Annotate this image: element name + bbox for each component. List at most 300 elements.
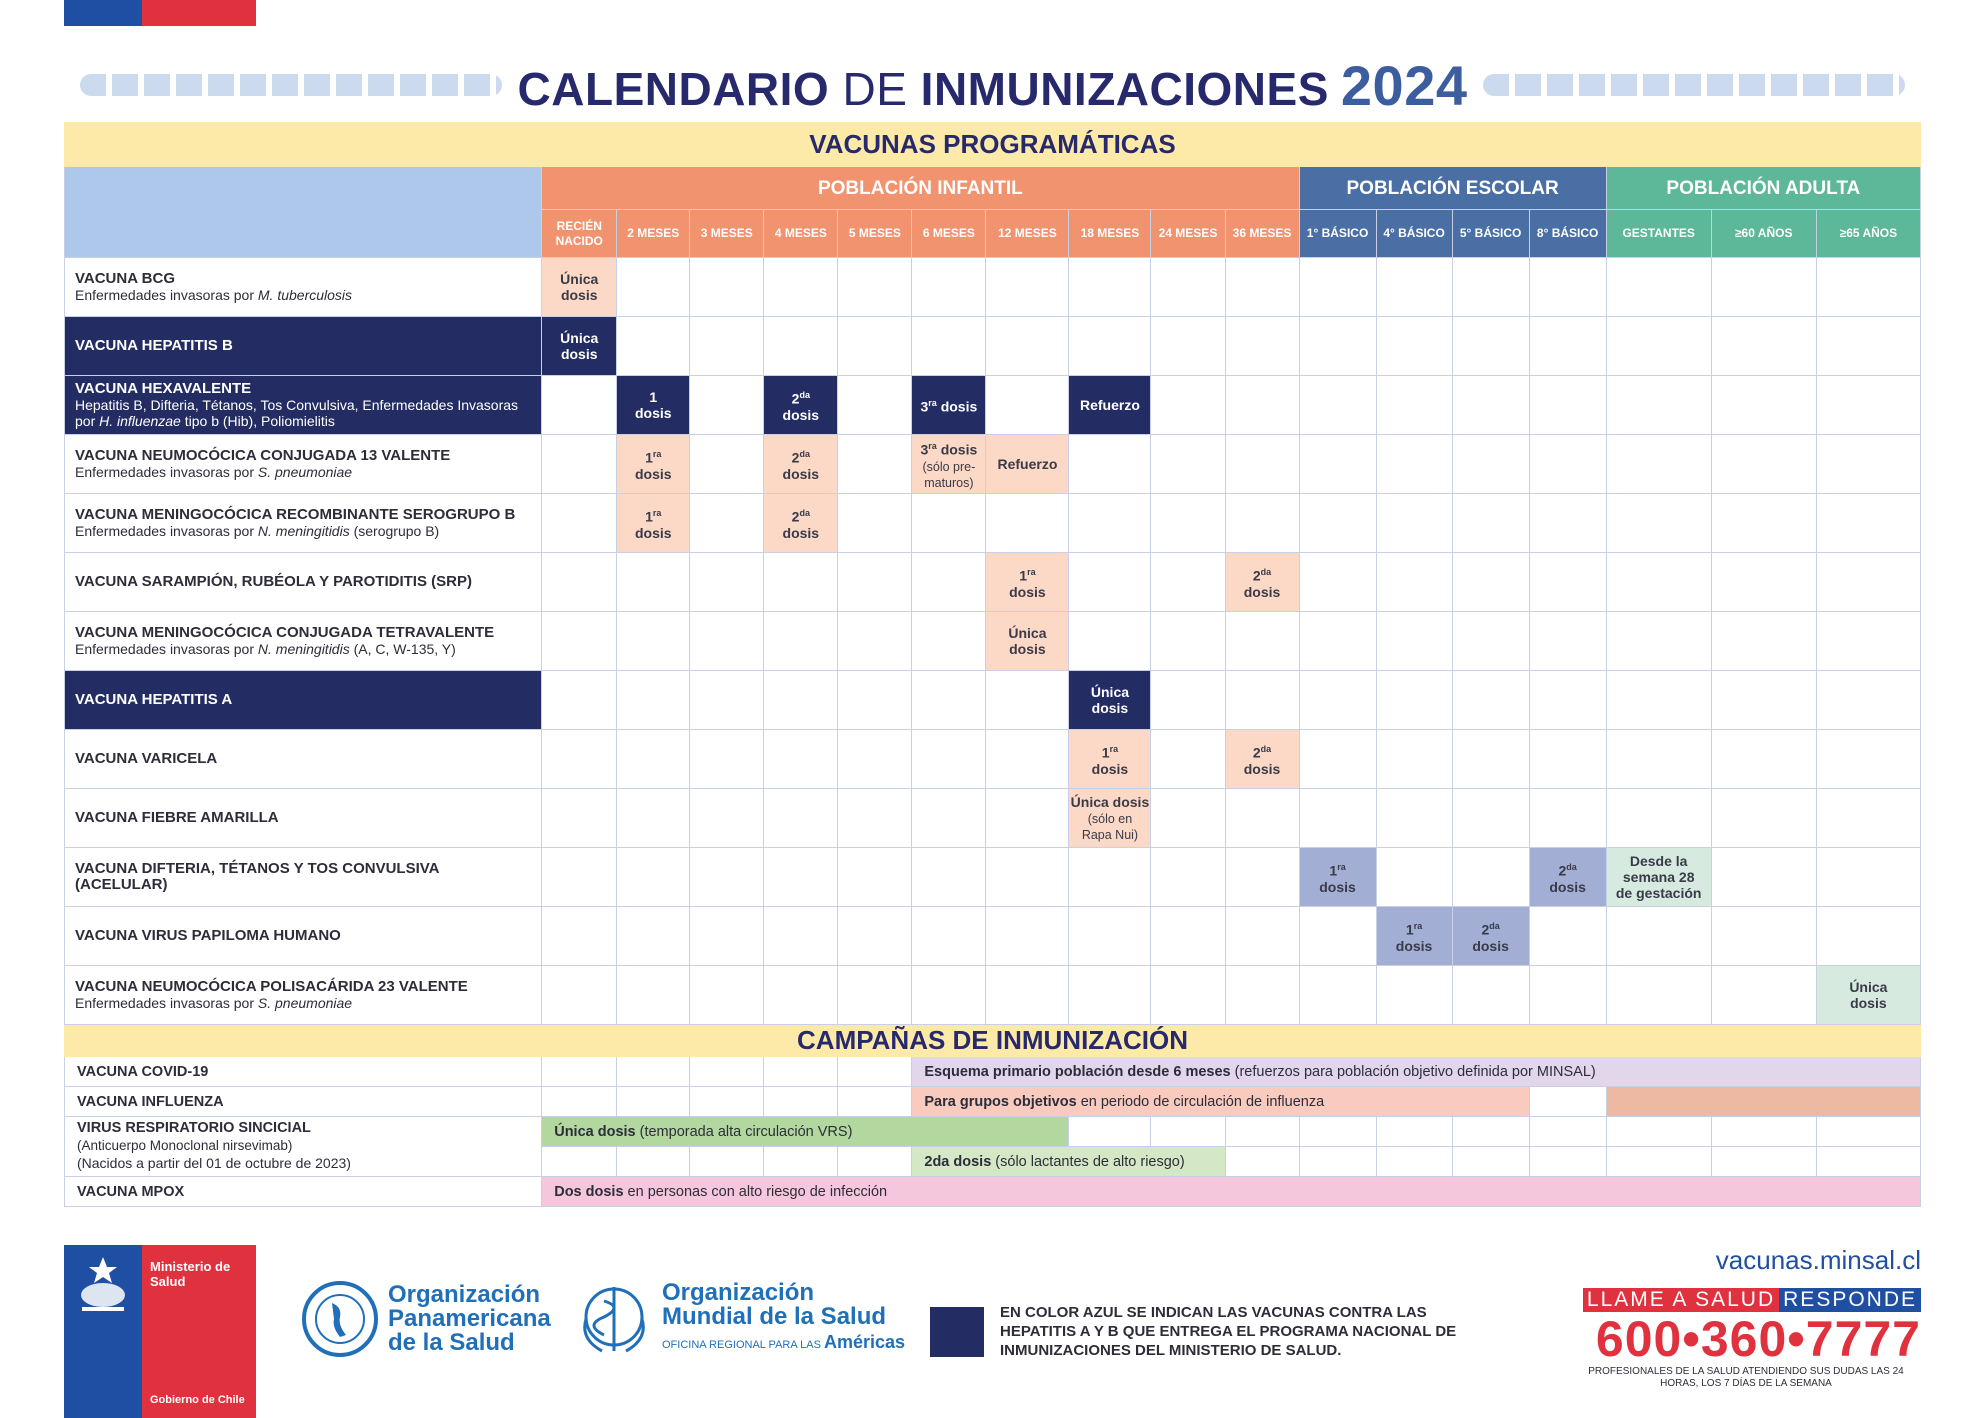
empty-cell [912, 258, 986, 317]
chile-coat-of-arms-icon [70, 1253, 136, 1315]
column-header: 1° BÁSICO [1299, 210, 1376, 258]
dose-cell: $1^{ra}$ dosis [1376, 907, 1452, 966]
empty-cell [542, 553, 617, 612]
salud-responde-banner: LLAME A SALUD RESPONDE [1571, 1288, 1921, 1312]
empty-cell [1606, 789, 1711, 848]
empty-cell [1711, 317, 1816, 376]
empty-cell [986, 671, 1069, 730]
empty-cell [1299, 730, 1376, 789]
dose-cell: $1^{ra}$ dosis [617, 435, 690, 494]
empty-cell [1529, 907, 1606, 966]
website-link[interactable]: vacunas.minsal.cl [1715, 1245, 1921, 1275]
empty-cell [1225, 848, 1299, 907]
empty-cell [912, 848, 986, 907]
empty-cell [1151, 258, 1225, 317]
vaccine-name-cell: VACUNA FIEBRE AMARILLA [65, 789, 542, 848]
empty-cell [1606, 435, 1711, 494]
empty-cell [1711, 435, 1816, 494]
empty-cell [1376, 376, 1452, 435]
empty-cell [1529, 317, 1606, 376]
empty-cell [1452, 848, 1529, 907]
column-header: 5 MESES [838, 210, 912, 258]
phone-note: PROFESIONALES DE LA SALUD ATENDIENDO SUS DUDAS LAS 24 HORAS, LOS 7 DÍAS DE LA SEMANA [1588, 1366, 1904, 1389]
empty-cell [1606, 258, 1711, 317]
campaign-covid-bar: Esquema primario población desde 6 meses (refuerzos para población objetivo definida por MINSAL) [912, 1057, 1921, 1087]
empty-cell [1151, 671, 1225, 730]
campaign-influenza-name: VACUNA INFLUENZA [65, 1087, 542, 1117]
page-title: CALENDARIO DE INMUNIZACIONES 2024 [517, 53, 1468, 117]
campaign-covid-name: VACUNA COVID-19 [65, 1057, 542, 1087]
vaccine-name-cell: VACUNA HEPATITIS A [65, 671, 542, 730]
empty-cell [764, 966, 838, 1025]
empty-cell [1711, 671, 1816, 730]
empty-cell [764, 258, 838, 317]
empty-cell [764, 789, 838, 848]
header [64, 52, 1921, 118]
empty-cell [1376, 848, 1452, 907]
empty-cell [1151, 907, 1225, 966]
empty-cell [1376, 435, 1452, 494]
empty-cell [1069, 435, 1151, 494]
empty-cell [1376, 671, 1452, 730]
empty-cell [1452, 435, 1529, 494]
empty-cell [1606, 317, 1711, 376]
empty-cell [1151, 612, 1225, 671]
empty-cell [1151, 848, 1225, 907]
empty-cell [1452, 494, 1529, 553]
empty-cell [1529, 789, 1606, 848]
empty-cell [542, 907, 617, 966]
column-header: ≥65 AÑOS [1816, 210, 1920, 258]
hepatitis-color-note: EN COLOR AZUL SE INDICAN LAS VACUNAS CONTRA LAS HEPATITIS A Y B QUE ENTREGA EL PROGRAMA NACIONAL DE INMUNIZACIONES DEL MINISTERIO DE SALUD. [930, 1303, 1480, 1360]
empty-cell [1299, 435, 1376, 494]
empty-cell [542, 966, 617, 1025]
empty-cell [690, 494, 764, 553]
empty-cell [1452, 317, 1529, 376]
empty-cell [1816, 494, 1920, 553]
empty-cell [1376, 317, 1452, 376]
column-header: 36 MESES [1225, 210, 1299, 258]
empty-cell [764, 671, 838, 730]
empty-cell [1299, 553, 1376, 612]
ops-globe-icon [300, 1279, 380, 1359]
dose-cell: $3^{ra}$ dosis [912, 376, 986, 435]
empty-cell [1069, 907, 1151, 966]
empty-cell [912, 317, 986, 376]
dose-cell: $2^{da}$ dosis [1452, 907, 1529, 966]
empty-cell [1452, 258, 1529, 317]
column-header: 18 MESES [1069, 210, 1151, 258]
corner-cell [65, 167, 542, 258]
dose-cell: Única dosis (sólo en Rapa Nui) [1069, 789, 1151, 848]
empty-cell [1606, 671, 1711, 730]
empty-cell [542, 730, 617, 789]
phone-number[interactable]: 600•360•7777 [1595, 1311, 1921, 1367]
empty-cell [986, 258, 1069, 317]
empty-cell [838, 258, 912, 317]
empty-cell [690, 671, 764, 730]
empty-cell [1816, 789, 1920, 848]
empty-cell [1711, 494, 1816, 553]
empty-cell [1299, 494, 1376, 553]
empty-cell [617, 612, 690, 671]
campaign-vrs-bar-1: Única dosis (temporada alta circulación VRS) [542, 1117, 1069, 1147]
empty-cell [1225, 317, 1299, 376]
campaign-mpox-bar: Dos dosis en personas con alto riesgo de infección [542, 1177, 1921, 1207]
navy-legend-swatch [930, 1307, 984, 1357]
campaign-influenza-adult-bar [1606, 1087, 1920, 1117]
vaccine-name-cell: VACUNA VARICELA [65, 730, 542, 789]
empty-cell [1225, 494, 1299, 553]
empty-cell [1711, 848, 1816, 907]
empty-cell [1711, 553, 1816, 612]
vaccine-row [65, 730, 1921, 789]
empty-cell [1816, 376, 1920, 435]
empty-cell [1606, 966, 1711, 1025]
empty-cell [838, 848, 912, 907]
empty-cell [1529, 376, 1606, 435]
empty-cell [1452, 612, 1529, 671]
empty-cell [912, 789, 986, 848]
empty-cell [542, 494, 617, 553]
empty-cell [690, 435, 764, 494]
dose-cell: $2^{da}$ dosis [1529, 848, 1606, 907]
empty-cell [1151, 553, 1225, 612]
empty-cell [1299, 317, 1376, 376]
dose-cell: Única dosis [1816, 966, 1920, 1025]
campaign-vrs-bar-2: 2da dosis (sólo lactantes de alto riesgo) [912, 1147, 1225, 1177]
column-header: 4 MESES [764, 210, 838, 258]
empty-cell [690, 789, 764, 848]
empty-cell [1711, 789, 1816, 848]
empty-cell [1606, 907, 1711, 966]
empty-cell [912, 907, 986, 966]
column-header: 4° BÁSICO [1376, 210, 1452, 258]
empty-cell [617, 966, 690, 1025]
column-header: 8° BÁSICO [1529, 210, 1606, 258]
column-header: 2 MESES [617, 210, 690, 258]
vaccine-row [65, 789, 1921, 848]
campaign-influenza-bar: Para grupos objetivos en periodo de circulación de influenza [912, 1087, 1529, 1117]
empty-cell [986, 730, 1069, 789]
empty-cell [1225, 258, 1299, 317]
contact-block [1571, 1245, 1921, 1390]
vaccine-row [65, 376, 1921, 435]
vaccine-row [65, 848, 1921, 907]
section-campanas: CAMPAÑAS DE INMUNIZACIÓN [65, 1025, 1921, 1057]
empty-cell [617, 907, 690, 966]
group-infantil: POBLACIÓN INFANTIL [542, 167, 1299, 210]
dose-cell: Única dosis [986, 612, 1069, 671]
empty-cell [617, 553, 690, 612]
vaccine-row [65, 553, 1921, 612]
vaccine-name-cell: VACUNA NEUMOCÓCICA CONJUGADA 13 VALENTE Enfermedades invasoras por S. pneumoniae [65, 435, 542, 494]
empty-cell [1151, 730, 1225, 789]
empty-cell [1606, 494, 1711, 553]
empty-cell [1069, 848, 1151, 907]
empty-cell [1225, 376, 1299, 435]
empty-cell [764, 907, 838, 966]
empty-cell [1711, 966, 1816, 1025]
vaccine-name-cell: VACUNA BCG Enfermedades invasoras por M. tuberculosis [65, 258, 542, 317]
empty-cell [986, 494, 1069, 553]
empty-cell [1452, 553, 1529, 612]
empty-cell [617, 848, 690, 907]
empty-cell [690, 907, 764, 966]
empty-cell [1151, 435, 1225, 494]
vaccine-name-cell: VACUNA DIFTERIA, TÉTANOS Y TOS CONVULSIVA (ACELULAR) [65, 848, 542, 907]
empty-cell [912, 494, 986, 553]
empty-cell [1606, 730, 1711, 789]
empty-cell [1452, 966, 1529, 1025]
column-header: ≥60 AÑOS [1711, 210, 1816, 258]
empty-cell [690, 258, 764, 317]
empty-cell [986, 907, 1069, 966]
vaccine-row [65, 317, 1921, 376]
empty-cell [1529, 671, 1606, 730]
decorative-chain-left [80, 74, 502, 96]
empty-cell [1299, 966, 1376, 1025]
dose-cell: $2^{da}$ dosis [1225, 553, 1299, 612]
empty-cell [542, 612, 617, 671]
empty-cell [1816, 317, 1920, 376]
vaccine-row [65, 966, 1921, 1025]
empty-cell [912, 730, 986, 789]
empty-cell [838, 730, 912, 789]
dose-cell: $1^{ra}$ dosis [1299, 848, 1376, 907]
empty-cell [1529, 258, 1606, 317]
empty-cell [1816, 848, 1920, 907]
empty-cell [764, 730, 838, 789]
empty-cell [1816, 612, 1920, 671]
empty-cell [1299, 376, 1376, 435]
empty-cell [542, 789, 617, 848]
empty-cell [1225, 612, 1299, 671]
decorative-chain-right [1483, 74, 1905, 96]
vaccine-name-cell: VACUNA HEPATITIS B [65, 317, 542, 376]
empty-cell [1816, 671, 1920, 730]
group-escolar: POBLACIÓN ESCOLAR [1299, 167, 1606, 210]
dose-cell: $2^{da}$ dosis [764, 494, 838, 553]
dose-cell: $2^{da}$ dosis [764, 435, 838, 494]
empty-cell [1225, 671, 1299, 730]
empty-cell [838, 317, 912, 376]
empty-cell [986, 848, 1069, 907]
dose-cell: $2^{da}$ dosis [1225, 730, 1299, 789]
vaccine-row [65, 612, 1921, 671]
group-adulta: POBLACIÓN ADULTA [1606, 167, 1920, 210]
vaccine-calendar-table [64, 122, 1921, 1207]
empty-cell [1816, 435, 1920, 494]
column-header: 12 MESES [986, 210, 1069, 258]
column-header: 3 MESES [690, 210, 764, 258]
vaccine-row [65, 435, 1921, 494]
empty-cell [764, 553, 838, 612]
empty-cell [1452, 376, 1529, 435]
column-header: RECIÉN NACIDO [542, 210, 617, 258]
column-header: 24 MESES [1151, 210, 1225, 258]
empty-cell [838, 376, 912, 435]
empty-cell [1711, 612, 1816, 671]
empty-cell [986, 789, 1069, 848]
campaign-vrs-name: VIRUS RESPIRATORIO SINCICIAL (Anticuerpo Monoclonal nirsevimab) (Nacidos a partir del 01 de octubre de 2023) [65, 1117, 542, 1177]
empty-cell [1452, 730, 1529, 789]
dose-cell: $1^{ra}$ dosis [986, 553, 1069, 612]
vaccine-name-cell: VACUNA HEXAVALENTE Hepatitis B, Difteria, Tétanos, Tos Convulsiva, Enfermedades Invasoras por H. influenzae tipo b (Hib), Poliomielitis [65, 376, 542, 435]
dose-cell: $1^{ra}$ dosis [617, 494, 690, 553]
chile-flag-stripe [64, 0, 256, 26]
vaccine-name-cell: VACUNA MENINGOCÓCICA RECOMBINANTE SEROGRUPO B Enfermedades invasoras por N. meningitidis (serogrupo B) [65, 494, 542, 553]
empty-cell [912, 671, 986, 730]
empty-cell [542, 848, 617, 907]
empty-cell [690, 848, 764, 907]
empty-cell [1069, 612, 1151, 671]
empty-cell [912, 612, 986, 671]
column-header: 6 MESES [912, 210, 986, 258]
empty-cell [1816, 907, 1920, 966]
oms-logo: Organización Mundial de la Salud OFICINA REGIONAL PARA LAS Américas [574, 1279, 905, 1359]
empty-cell [1151, 966, 1225, 1025]
empty-cell [1606, 376, 1711, 435]
vaccine-row [65, 494, 1921, 553]
empty-cell [1711, 730, 1816, 789]
empty-cell [1529, 435, 1606, 494]
empty-cell [838, 671, 912, 730]
vaccine-name-cell: VACUNA VIRUS PAPILOMA HUMANO [65, 907, 542, 966]
empty-cell [912, 553, 986, 612]
empty-cell [1151, 317, 1225, 376]
empty-cell [1069, 553, 1151, 612]
empty-cell [764, 848, 838, 907]
empty-cell [1376, 494, 1452, 553]
empty-cell [986, 376, 1069, 435]
dose-cell: Única dosis [542, 317, 617, 376]
dose-cell: $2^{da}$ dosis [764, 376, 838, 435]
empty-cell [1529, 966, 1606, 1025]
empty-cell [1376, 730, 1452, 789]
empty-cell [912, 966, 986, 1025]
dose-cell: Única dosis [1069, 671, 1151, 730]
empty-cell [838, 907, 912, 966]
vaccine-row [65, 671, 1921, 730]
empty-cell [838, 966, 912, 1025]
section-programaticas: VACUNAS PROGRAMÁTICAS [65, 123, 1921, 167]
empty-cell [1299, 907, 1376, 966]
vaccine-name-cell: VACUNA NEUMOCÓCICA POLISACÁRIDA 23 VALENTE Enfermedades invasoras por S. pneumoniae [65, 966, 542, 1025]
empty-cell [1376, 789, 1452, 848]
empty-cell [1069, 317, 1151, 376]
empty-cell [690, 966, 764, 1025]
empty-cell [1376, 553, 1452, 612]
footer [64, 1245, 1921, 1418]
empty-cell [542, 435, 617, 494]
dose-cell: Única dosis [542, 258, 617, 317]
empty-cell [690, 317, 764, 376]
empty-cell [690, 612, 764, 671]
vaccine-name-cell: VACUNA SARAMPIÓN, RUBÉOLA Y PAROTIDITIS (SRP) [65, 553, 542, 612]
empty-cell [1711, 376, 1816, 435]
empty-cell [1069, 966, 1151, 1025]
empty-cell [986, 317, 1069, 376]
empty-cell [1225, 789, 1299, 848]
campaign-mpox-name: VACUNA MPOX [65, 1177, 542, 1207]
ops-logo: Organización Panamericana de la Salud [300, 1279, 551, 1359]
empty-cell [1299, 612, 1376, 671]
dose-cell: 1 dosis [617, 376, 690, 435]
vaccine-name-cell: VACUNA MENINGOCÓCICA CONJUGADA TETRAVALENTE Enfermedades invasoras por N. meningitidis (A, C, W-135, Y) [65, 612, 542, 671]
empty-cell [1069, 494, 1151, 553]
empty-cell [1376, 966, 1452, 1025]
empty-cell [1376, 258, 1452, 317]
empty-cell [838, 789, 912, 848]
empty-cell [617, 789, 690, 848]
empty-cell [1225, 966, 1299, 1025]
empty-cell [690, 730, 764, 789]
empty-cell [1816, 258, 1920, 317]
empty-cell [838, 435, 912, 494]
empty-cell [617, 258, 690, 317]
empty-cell [1816, 553, 1920, 612]
empty-cell [1069, 258, 1151, 317]
empty-cell [1711, 907, 1816, 966]
dose-cell: Refuerzo [986, 435, 1069, 494]
dose-cell: $3^{ra}$ dosis (sólo pre- maturos) [912, 435, 986, 494]
empty-cell [690, 376, 764, 435]
column-header: 5° BÁSICO [1452, 210, 1529, 258]
empty-cell [1711, 258, 1816, 317]
empty-cell [838, 612, 912, 671]
empty-cell [1151, 789, 1225, 848]
empty-cell [1376, 612, 1452, 671]
empty-cell [542, 376, 617, 435]
empty-cell [1299, 789, 1376, 848]
empty-cell [1299, 258, 1376, 317]
empty-cell [838, 494, 912, 553]
dose-cell: Refuerzo [1069, 376, 1151, 435]
empty-cell [1452, 671, 1529, 730]
empty-cell [764, 612, 838, 671]
empty-cell [986, 966, 1069, 1025]
empty-cell [838, 553, 912, 612]
empty-cell [542, 671, 617, 730]
empty-cell [1606, 553, 1711, 612]
dose-cell: Desde la semana 28 de gestación [1606, 848, 1711, 907]
empty-cell [1529, 553, 1606, 612]
empty-cell [1452, 789, 1529, 848]
empty-cell [690, 553, 764, 612]
empty-cell [1816, 730, 1920, 789]
empty-cell [1225, 435, 1299, 494]
empty-cell [1225, 907, 1299, 966]
empty-cell [617, 317, 690, 376]
dose-cell: $1^{ra}$ dosis [1069, 730, 1151, 789]
who-emblem-icon [574, 1279, 654, 1359]
empty-cell [1151, 376, 1225, 435]
empty-cell [1606, 612, 1711, 671]
empty-cell [617, 671, 690, 730]
empty-cell [1529, 494, 1606, 553]
empty-cell [1151, 494, 1225, 553]
ministerio-salud-logo: Ministerio de Salud Gobierno de Chile [64, 1245, 256, 1418]
empty-cell [1529, 730, 1606, 789]
title-year: 2024 [1340, 53, 1468, 117]
column-header: GESTANTES [1606, 210, 1711, 258]
empty-cell [1529, 612, 1606, 671]
vaccine-row [65, 907, 1921, 966]
vaccine-row [65, 258, 1921, 317]
empty-cell [764, 317, 838, 376]
empty-cell [1299, 671, 1376, 730]
